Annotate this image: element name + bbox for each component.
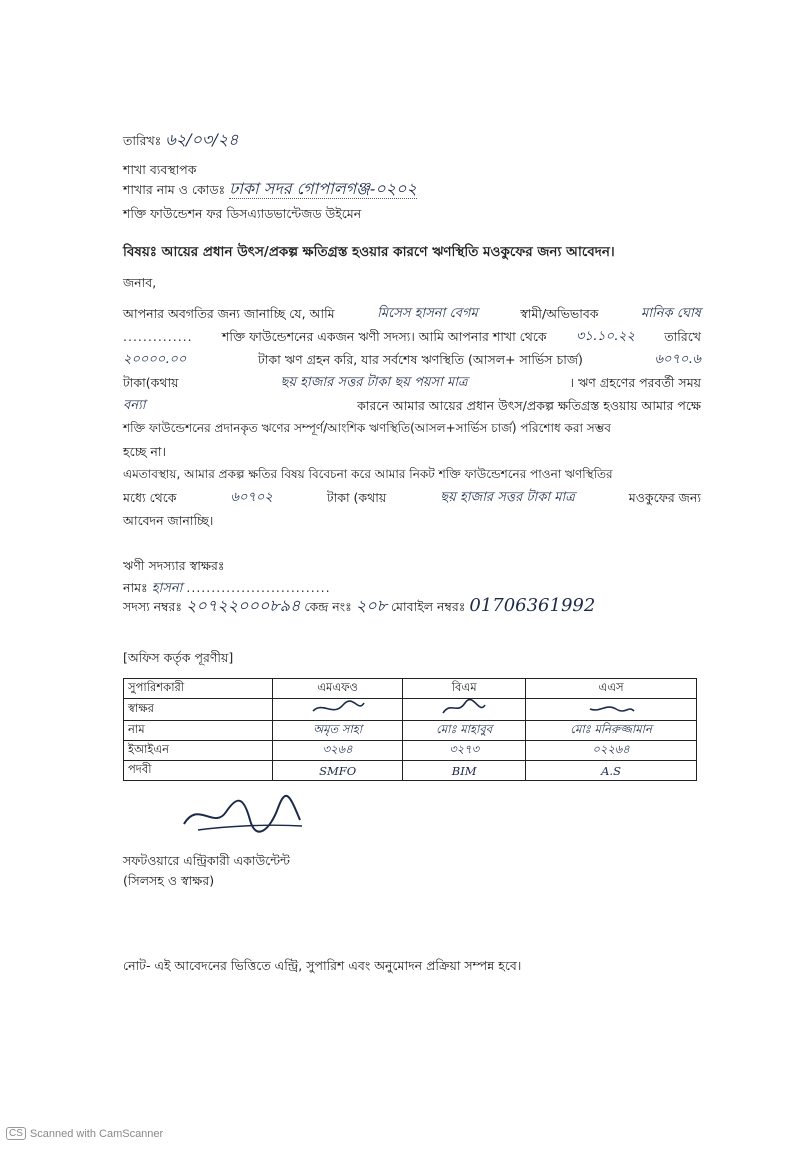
p1-line-3	[123, 348, 701, 371]
row-label: স্বাক্ষর	[124, 699, 273, 721]
mfo-ein-hw: ৩২৬৪	[273, 741, 403, 761]
col-mfo: এমএফও	[273, 679, 403, 699]
name-value-hw: হাসনা	[151, 581, 183, 596]
p1-text: কারনে আমার আয়ের প্রধান উৎস/প্রকল্প ক্ষতিগ্রস্ত হওয়ায় আমার পক্ষে	[357, 398, 701, 413]
row-label: পদবী	[124, 761, 273, 781]
dots: ..............	[123, 329, 193, 344]
member-no-label: সদস্য নম্বরঃ	[123, 599, 183, 614]
bm-designation-hw: BIM	[403, 761, 526, 781]
signature-bm	[403, 699, 526, 721]
office-row-ein	[124, 741, 697, 761]
office-heading: [অফিস কর্তৃক পূরণীয়]	[123, 650, 234, 665]
p2-text: টাকা (কথায়	[326, 490, 387, 505]
as-designation-hw: A.S	[526, 761, 697, 781]
p1-line-5	[123, 394, 701, 417]
row-label: নাম	[124, 721, 273, 741]
p1-line-4	[123, 371, 701, 394]
reason-hw: বন্যা	[123, 398, 146, 413]
p2-line-1: এমতাবস্থায়, আমার প্রকল্প ক্ষতির বিষয় বিবেচনা করে আমার নিকট শক্তি ফাউন্ডেশনের পাওনা ঋণস্থিতির	[123, 467, 613, 481]
mfo-name-hw: অমৃত সাহা	[273, 721, 403, 741]
as-name-hw: মোঃ মনিরুজ্জামান	[526, 721, 697, 741]
waiver-words-hw: ছয় হাজার সত্তর টাকা মাত্র	[440, 490, 575, 505]
paragraph-2	[123, 463, 701, 532]
date-line	[123, 132, 239, 149]
member-numbers-line	[123, 595, 596, 616]
p1-text: টাকা ঋণ গ্রহন করি, যার সর্বশেষ ঋণস্থিতি (আসল+ সার্ভিস চার্জ)	[257, 352, 583, 367]
p1-line-7: হচ্ছে না।	[123, 444, 166, 459]
p2-line-3: আবেদন জানাচ্ছি।	[123, 513, 214, 528]
center-no-hw: ২০৮	[355, 596, 387, 615]
loan-amount-hw: ২০০০০.০০	[123, 352, 187, 367]
date-label: তারিখঃ	[123, 133, 162, 148]
p1-line-6: শক্তি ফাউন্ডেশনের প্রদানকৃত ঋণের সম্পূর্ণ/আংশিক ঋণস্থিতি(আসল+সার্ভিস চার্জ) পরিশোধ করা সম্ভব	[123, 421, 611, 435]
branch-value: ঢাকা সদর গোপালগঞ্জ-০২০২	[229, 179, 417, 198]
balance-words-hw: ছয় হাজার সত্তর টাকা ছয় পয়সা মাত্র	[280, 375, 468, 390]
member-name-hw: মিসেস হাসনা বেগম	[377, 306, 478, 321]
org-line: শক্তি ফাউন্ডেশন ফর ডিসএ্যাডভান্টেজড উইমেন	[123, 206, 362, 221]
branch-label: শাখার নাম ও কোডঃ	[123, 182, 226, 197]
member-signature-label: ঋণী সদস্যার স্বাক্ষরঃ	[123, 558, 225, 573]
p1-line-1	[123, 302, 701, 325]
col-as: এএস	[526, 679, 697, 699]
member-name-line	[123, 580, 331, 597]
note-line: নোট- এই আবেদনের ভিত্তিতে এন্ট্রি, সুপারিশ এবং অনুমোদন প্রক্রিয়া সম্পন্ন হবে।	[123, 958, 522, 973]
office-header-row	[124, 679, 697, 699]
camscanner-text: Scanned with CamScanner	[29, 1127, 164, 1140]
p1-text: তারিখে	[664, 329, 701, 344]
row-label: ইআইএন	[124, 741, 273, 761]
name-dots: .............................	[186, 580, 331, 595]
signature-mfo	[273, 699, 403, 721]
col-recommender: সুপারিশকারী	[124, 679, 273, 699]
subject-line: বিষয়ঃ আয়ের প্রধান উৎস/প্রকল্প ক্ষতিগ্রস্ত হওয়ার কারণে ঋণস্থিতি মওকুফের জন্য আবেদন।	[123, 244, 615, 260]
mobile-no-hw: 01706361992	[469, 595, 596, 616]
p1-text: আপনার অবগতির জন্য জানাচ্ছি যে, আমি	[123, 306, 335, 321]
center-label: কেন্দ্র নংঃ	[304, 599, 352, 614]
waiver-amount-hw: ৬০৭০২	[230, 490, 273, 505]
p2-text: মধ্যে থেকে	[123, 490, 177, 505]
balance-hw: ৬০৭০.৬	[654, 352, 701, 367]
signature-scribble-icon	[586, 699, 636, 717]
signature-as	[526, 699, 697, 721]
mfo-designation-hw: SMFO	[273, 761, 403, 781]
camscanner-logo-icon: CS	[6, 1127, 26, 1140]
p1-text: স্বামী/অভিভাবক	[520, 306, 599, 321]
signature-scribble-icon	[439, 699, 489, 717]
p1-line-2	[123, 325, 701, 348]
as-ein-hw: ০২২৬৪	[526, 741, 697, 761]
guardian-name-hw: মানিক ঘোষ	[641, 306, 701, 321]
accountant-seal-note: (সিলসহ ও স্বাক্ষর)	[123, 873, 215, 888]
bm-ein-hw: ৩২৭৩	[403, 741, 526, 761]
camscanner-watermark	[6, 1127, 163, 1140]
paragraph-1	[123, 302, 701, 463]
office-table	[123, 678, 697, 781]
p1-text: শক্তি ফাউন্ডেশনের একজন ঋণী সদস্য। আমি আপনার শাখা থেকে	[222, 329, 547, 344]
loan-date-hw: ৩১.১০.২২	[575, 329, 635, 344]
office-row-name	[124, 721, 697, 741]
col-bm: বিএম	[403, 679, 526, 699]
date-value: ৬২/০৩/২৪	[165, 130, 239, 149]
manager-label: শাখা ব্যবস্থাপক	[123, 162, 197, 177]
p1-text: । ঋণ গ্রহণের পরবর্তী সময়	[569, 375, 701, 390]
branch-line	[123, 181, 417, 198]
name-label: নামঃ	[123, 580, 148, 595]
office-row-designation	[124, 761, 697, 781]
salutation: জনাব,	[123, 275, 157, 290]
accountant-signature-icon	[178, 790, 308, 840]
signature-scribble-icon	[308, 699, 368, 717]
mobile-label: মোবাইল নম্বরঃ	[390, 599, 466, 614]
p1-text: টাকা(কথায়	[123, 375, 179, 390]
member-no-hw: ২০৭২২০০০৮৯৪	[186, 596, 301, 615]
p2-line-2	[123, 486, 701, 509]
office-row-signature	[124, 699, 697, 721]
p2-text: মওকুফের জন্য	[628, 490, 701, 505]
accountant-title: সফটওয়ারে এন্ট্রিকারী একাউন্টেন্ট	[123, 853, 290, 868]
bm-name-hw: মোঃ মাহাবুব	[403, 721, 526, 741]
